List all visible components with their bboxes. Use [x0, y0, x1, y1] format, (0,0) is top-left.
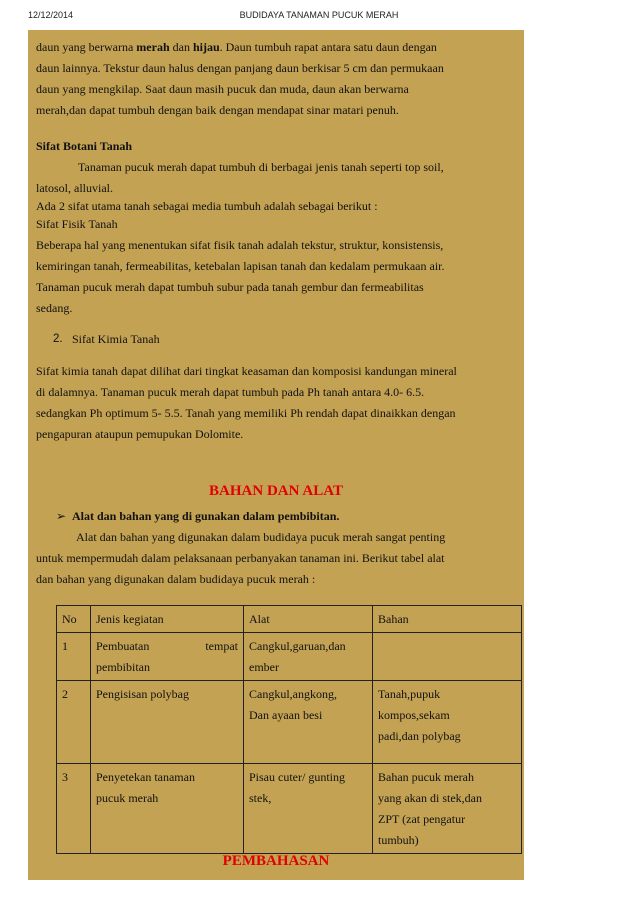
section-title-bahan: BAHAN DAN ALAT: [209, 483, 343, 499]
paragraph-line: daun yang berwarna merah dan hijau. Daun tumbuh rapat antara satu daun dengan: [36, 40, 437, 54]
table-cell: 2: [57, 681, 91, 764]
paragraph-line: Ada 2 sifat utama tanah sebagai media tumbuh adalah sebagai berikut :: [36, 199, 378, 213]
header-title: BUDIDAYA TANAMAN PUCUK MERAH: [239, 10, 399, 20]
table-cell: Cangkul,garuan,dan ember: [244, 633, 373, 681]
subheading: Sifat Fisik Tanah: [36, 217, 118, 231]
subheading: Sifat Kimia Tanah: [72, 332, 160, 346]
paragraph-line: untuk mempermudah dalam pelaksanaan perbanyakan tanaman ini. Berikut tabel alat: [36, 551, 445, 565]
table-row: [57, 633, 522, 681]
table-header-cell: Bahan: [373, 606, 522, 633]
paragraph-line: Alat dan bahan yang digunakan dalam budidaya pucuk merah sangat penting: [76, 530, 446, 544]
bullet-icon: ➢: [56, 509, 67, 523]
paragraph-line: daun yang mengkilap. Saat daun masih pucuk dan muda, daun akan berwarna: [36, 82, 409, 96]
page-header: [0, 0, 638, 28]
paragraph-line: latosol, alluvial.: [36, 181, 113, 195]
table-cell: Tanah,pupuk kompos,sekam padi,dan polybag: [373, 681, 522, 764]
paragraph-line: Sifat kimia tanah dapat dilihat dari tingkat keasaman dan komposisi kandungan mineral: [36, 364, 457, 378]
bold-hijau: hijau: [192, 40, 220, 54]
subheading: Alat dan bahan yang di gunakan dalam pembibitan.: [72, 509, 340, 523]
table-header-cell: No: [57, 606, 91, 633]
section-title-pembahasan: PEMBAHASAN: [222, 853, 330, 869]
paragraph-line: daun lainnya. Tekstur daun halus dengan panjang daun berkisar 5 cm dan permukaan: [36, 61, 444, 75]
section-heading: Sifat Botani Tanah: [36, 139, 133, 153]
table-header-cell: Jenis kegiatan: [91, 606, 244, 633]
document-page: [28, 30, 524, 880]
table-cell: Penyetekan tanaman pucuk merah: [91, 764, 244, 854]
paragraph-line: merah,dan dapat tumbuh dengan baik dengan mendapat sinar matari penuh.: [36, 103, 399, 117]
bold-merah: merah: [136, 40, 170, 54]
paragraph-line: sedangkan Ph optimum 5- 5.5. Tanah yang memiliki Ph rendah dapat dinaikkan dengan: [36, 406, 456, 420]
table-cell: Pembuatan tempat pembibitan: [91, 633, 244, 681]
paragraph-line: dan bahan yang digunakan dalam budidaya pucuk merah :: [36, 572, 316, 586]
tools-table: [56, 605, 522, 854]
paragraph-line: Tanaman pucuk merah dapat tumbuh di berbagai jenis tanah seperti top soil,: [78, 160, 444, 174]
table-cell: Cangkul,angkong, Dan ayaan besi: [244, 681, 373, 764]
table-cell: Pisau cuter/ gunting stek,: [244, 764, 373, 854]
paragraph-line: kemiringan tanah, fermeabilitas, ketebalan lapisan tanah dan kedalam permukaan air.: [36, 259, 445, 273]
table-cell: [373, 633, 522, 681]
table-cell: 1: [57, 633, 91, 681]
paragraph-line: pengapuran ataupun pemupukan Dolomite.: [36, 427, 244, 441]
paragraph-line: sedang.: [36, 301, 73, 315]
header-date: 12/12/2014: [28, 10, 74, 20]
table-header-cell: Alat: [244, 606, 373, 633]
table-header-row: [57, 606, 522, 633]
paragraph-line: di dalamnya. Tanaman pucuk merah dapat tumbuh pada Ph tanah antara 4.0- 6.5.: [36, 385, 425, 399]
table-cell: 3: [57, 764, 91, 854]
paragraph-line: Tanaman pucuk merah dapat tumbuh subur pada tanah gembur dan fermeabilitas: [36, 280, 424, 294]
table-cell: Bahan pucuk merah yang akan di stek,dan ZPT (zat pengatur tumbuh): [373, 764, 522, 854]
table-row: [57, 681, 522, 764]
paragraph-line: Beberapa hal yang menentukan sifat fisik tanah adalah tekstur, struktur, konsistensis,: [36, 238, 444, 252]
table-cell: Pengisisan polybag: [91, 681, 244, 764]
table-row: [57, 764, 522, 854]
list-number: 2.: [53, 333, 63, 345]
